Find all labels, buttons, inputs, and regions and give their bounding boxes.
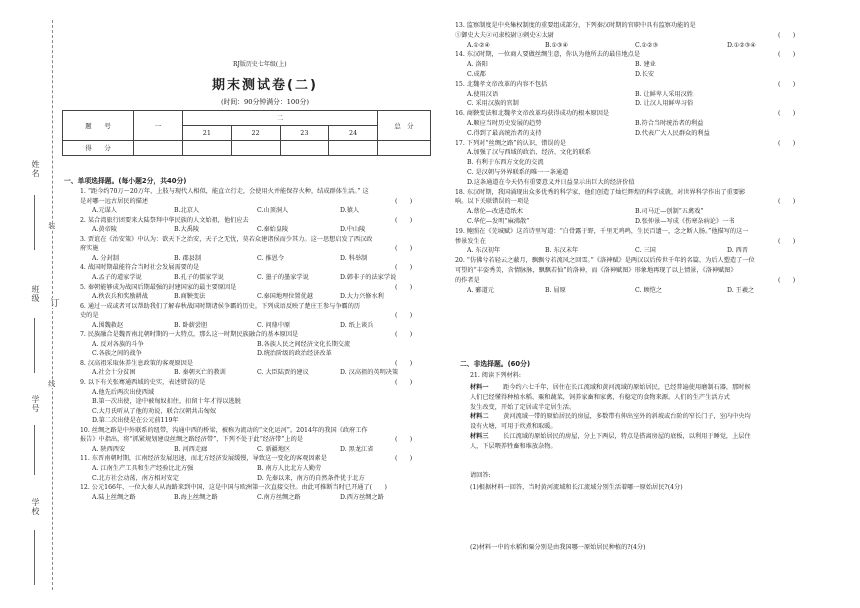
answer-option[interactable]: A. 郦道元 (467, 286, 494, 294)
answer-option[interactable]: B.孔子的儒家学说 (174, 273, 224, 281)
answer-option[interactable]: D.长安 (635, 71, 655, 78)
class-label: 班级 (31, 285, 40, 303)
question-stem: 11. 东晋南朝时期，江南经济发展迅速，而北方经济发展缓慢，导致这一变化的客观因素是 (80, 455, 327, 463)
score-table-sub: 22 (231, 126, 280, 141)
answer-option[interactable]: B. 郡县制 (174, 254, 202, 262)
answer-option[interactable]: C.①②③ (635, 41, 659, 49)
section1-heading: 一、单项选择题。(每小题2分，共40分) (64, 177, 187, 185)
question-stem: 惨景发生在 (455, 237, 486, 245)
score-cell[interactable] (280, 141, 329, 156)
answer-option[interactable]: A. 陕西西安 (92, 445, 126, 453)
material-text: 距今约六七千年，居住在长江流域和黄河流域的原始居民，已经普遍使用磨制石器，那时候 (497, 384, 751, 391)
material-text: 黄河流域一带的原始居民的房屋，多数带有伸出室外的斜坡或台阶的窄长门子，室内中央均 (497, 413, 751, 421)
ding-mark: 订 (48, 298, 59, 308)
score-cell[interactable] (231, 141, 280, 156)
score-cell[interactable] (183, 141, 232, 156)
material-text: 设有火塘，可用于炊煮和取暖。 (470, 423, 557, 431)
answer-bracket[interactable]: ( ) (395, 359, 413, 367)
answer-option[interactable]: D.韩非子的法家学说 (340, 273, 397, 281)
answer-option[interactable]: B. 让鲜卑人采用汉姓 (635, 90, 693, 98)
question-stem: 3. 贾谊在《治安策》中认为：欲天下之治安，天子之无忧，莫若众建诸侯而少其力。这一思想启发了西汉政 (80, 235, 373, 243)
answer-option[interactable]: D.大力兴修水利 (340, 293, 384, 301)
answer-option[interactable]: D. 科举制 (340, 254, 368, 262)
answer-option[interactable]: A.使用汉语 (467, 90, 499, 98)
class-underline (34, 318, 35, 373)
section2-heading: 二、非选择题。(60分) (460, 360, 531, 368)
question-stem: 是对哪一远古居民的描述 (80, 197, 149, 205)
question-stem: 史的是 (80, 312, 99, 320)
answer-option[interactable]: A.加强了汉与西域的政治、经济、文化的联系 (467, 149, 591, 157)
answer-option[interactable]: C. 问鼎中原 (257, 321, 291, 329)
answer-option[interactable]: C. 三国 (635, 247, 656, 255)
school-underline (34, 530, 35, 585)
answer-bracket[interactable]: ( ) (395, 216, 413, 224)
answer-option[interactable]: C.得到了最高统治者的支持 (467, 129, 542, 137)
score-table-sub: 24 (329, 126, 378, 141)
answer-option[interactable]: D. 王羲之 (727, 286, 755, 294)
question-stem: 9. 以下有关张骞通西域的史实，表述错误的是 (80, 379, 206, 386)
answer-option[interactable]: A.围魏救赵 (92, 321, 124, 329)
answer-bracket[interactable]: ( ) (395, 245, 413, 253)
answer-option[interactable]: C.北方社会动荡，南方相对安定 (92, 474, 179, 482)
question-stem: 7. 民族融合是魏晋南北朝时期的一大特点，那么这一时期民族融合的基本原因是 (80, 331, 299, 339)
answer-bracket[interactable]: ( ) (778, 51, 796, 59)
answer-option[interactable]: D.①②③④ (727, 41, 756, 49)
question-stem: 15. 北魏孝文帝改革的内容不包括 (455, 80, 548, 88)
q21-sub2: (2)材料一中的水稻和粟分别是由我国哪一原始居民种植的?(4分) (470, 544, 646, 551)
answer-bracket[interactable]: ( ) (395, 197, 413, 205)
student-no-underline (34, 425, 35, 475)
q21-sub1: (1)根据材料一回答，当时黄河流域和长江流域分别生活着哪一原始居民?(4分) (470, 484, 683, 491)
answer-option[interactable]: C. 推恩令 (257, 254, 285, 262)
answer-bracket[interactable]: ( ) (778, 237, 796, 245)
grade-label: RJ版历史七年级(上) (233, 61, 287, 68)
answer-option[interactable]: C.秦始皇陵 (257, 226, 289, 234)
answer-option[interactable]: C. 墨子的墨家学说 (257, 273, 309, 281)
answer-option[interactable]: B.符合当时统治者的利益 (635, 120, 704, 127)
answer-option[interactable]: C. 大臣陆贾的建议 (257, 369, 309, 377)
answer-option[interactable]: A.①②④ (467, 41, 491, 49)
material-text: 人们已经懂得种植水稻、粟和蔬菜，饲养家畜和家禽，有稳定的食物来源。人们的生产生活方式 (470, 393, 730, 401)
answer-option[interactable]: A.孟子的道家学说 (92, 273, 142, 281)
answer-option[interactable]: A. 反对各族的斗争 (92, 340, 144, 348)
xian-mark: 线 (47, 380, 56, 388)
answer-option[interactable]: C.各族之间的战争 (92, 350, 142, 358)
question-stem: 18. 东汉时期，我国涌现出众多优秀的科学家，他们创造了灿烂辉煌的科学成就，对世界科学作出了重要影 (455, 188, 746, 196)
score-table-group1: 一 (134, 111, 183, 141)
question-stem: 13. 监察制度是中央集权制度的重要组成部分，下列秦汉时期的官职中具有监察功能的是 (455, 22, 696, 29)
question-stem: 2. 某合湾旅行团要来大陆祭拜中华民族的人文始祖，他们应去 (80, 216, 249, 224)
score-table-group2: 二 (183, 111, 378, 126)
material-label: 材料一 (470, 384, 489, 391)
student-no-label: 学号 (31, 395, 40, 413)
answer-option[interactable]: A.秩农兵和奖励耕战 (92, 293, 148, 301)
answer-option[interactable]: A. 洛阳 (467, 61, 488, 69)
score-cell[interactable] (134, 141, 183, 156)
school-label: 学校 (31, 498, 40, 516)
score-table-header-qno: 题 号 (63, 111, 134, 141)
answer-option[interactable]: B. 屈原 (545, 286, 566, 294)
question-stem: ①御史大夫②司隶校尉③刺史④太尉 (455, 31, 554, 39)
answer-option[interactable]: D.西方丝绸之路 (340, 493, 384, 501)
score-cell[interactable] (329, 141, 378, 156)
answer-option[interactable]: B. 秦朝灭亡的教训 (174, 369, 226, 377)
answer-option[interactable]: C.华佗—发明“麻沸散” (467, 218, 530, 225)
answer-option[interactable]: D.统治阶级的政治经济改革 (257, 350, 332, 358)
answer-option[interactable]: D. 让汉人用鲜卑习俗 (635, 100, 694, 108)
question-stem: 16. 商鞅变法和北魏孝文帝改革均获得成功的根本原因是 (455, 110, 610, 118)
score-table-sub: 23 (280, 126, 329, 141)
answer-option[interactable]: D.代表广大人民群众的利益 (635, 129, 710, 137)
answer-bracket[interactable]: ( ) (778, 110, 796, 118)
answer-option[interactable]: B.海上丝绸之路 (174, 493, 218, 501)
question-stem: 的作者是 (455, 276, 480, 284)
ask-label: 请回答: (470, 472, 491, 479)
answer-option[interactable]: D.这条通道在今天仍有重要意义并日益显示出巨大的经济价值 (467, 178, 635, 186)
answer-bracket[interactable]: ( ) (395, 331, 413, 339)
answer-option[interactable]: B.各族人民之间经济文化长期交流 (257, 340, 351, 348)
score-table-row-score: 得 分 (63, 141, 134, 156)
question-stem: 府实施 (80, 245, 99, 253)
answer-option[interactable]: A.陆上丝绸之路 (92, 493, 136, 501)
answer-option[interactable]: B.司马迁—创制“五禽戏” (635, 208, 704, 216)
time-info: (时间：90分钟满分：100分) (220, 98, 310, 106)
score-table (62, 110, 431, 156)
answer-option[interactable]: D. 纸上谈兵 (340, 321, 374, 329)
answer-option[interactable]: C.成都 (467, 71, 486, 78)
answer-option[interactable]: A. 分封制 (92, 254, 119, 262)
material-label: 材料三 (470, 433, 489, 440)
answer-option[interactable]: B. 建业 (635, 61, 656, 69)
answer-bracket[interactable]: ( ) (778, 276, 796, 284)
answer-option[interactable]: A.顺应当时历史发展的趋势 (467, 120, 542, 127)
answer-option[interactable]: B.第一次出使，途中被匈奴扣住，扣留十年才得以逃脱 (92, 398, 241, 406)
answer-bracket[interactable]: ( ) (395, 379, 413, 386)
answer-bracket[interactable]: ( ) (395, 283, 413, 291)
binding-margin (0, 0, 60, 608)
answer-bracket[interactable]: ( ) (395, 455, 413, 463)
page-title: 期末测试卷(二) (212, 78, 318, 93)
answer-option[interactable]: D. 西晋 (727, 247, 749, 255)
answer-option[interactable]: C. 是汉朝与外界联系的唯一一条通道 (467, 169, 569, 176)
question-stem: 4. 战国时期最能符合当时社会发展需要的是 (80, 264, 200, 272)
answer-option[interactable]: A.他先后两次出使西域 (92, 388, 155, 396)
answer-option[interactable]: A.元谋人 (92, 207, 117, 215)
question-stem: 1. “距今约70万～20万年，上肢与现代人相似，能直立行走，会使用火并能保存火种，结成群体生活。” 这 (80, 188, 369, 195)
material-label: 材料二 (470, 413, 489, 421)
answer-option[interactable]: A.社会十分贫困 (92, 369, 136, 377)
answer-bracket[interactable]: ( ) (395, 312, 413, 320)
answer-option[interactable]: B.商鞅变法 (174, 293, 206, 301)
answer-option[interactable]: D.张仲景—写成《伤寒杂病论》一书 (635, 218, 735, 225)
score-table-sub: 21 (183, 126, 232, 141)
question-stem: 6. 通过一成或者可以帮助我们了解春秋战国时期诸侯争霸的历史。下列成语反映了楚庄王参与争霸的历 (80, 302, 361, 310)
answer-option[interactable]: A.蔡伦—改进造纸术 (467, 208, 523, 216)
answer-option[interactable]: B. 东汉末年 (545, 247, 579, 255)
q21-stem: 21. 阅读下列材料: (470, 372, 522, 379)
answer-option[interactable]: B.①③④ (545, 41, 569, 49)
answer-option[interactable]: B.大禹陵 (174, 226, 200, 234)
answer-option[interactable]: B.北京人 (174, 207, 200, 215)
answer-option[interactable]: C. 新疆地区 (257, 445, 291, 453)
score-cell[interactable] (378, 141, 431, 156)
question-stem: 19. 鲍照在《芜城赋》这首诗里写道：“白骨露于野，千里无鸡鸣，生民百遗一，念之断人肠。”他描写的这一 (455, 227, 749, 235)
answer-option[interactable]: C. 顾恺之 (635, 286, 663, 294)
answer-option[interactable]: C.大月氏听从了他的劝说，联合汉朝共击匈奴 (92, 407, 217, 415)
question-stem: 可望的“丰姿秀美，含情脉脉，飘飘若仙”的洛神，而《洛神赋图》形象地再现了以上情景，《洛神赋图》 (455, 267, 737, 274)
question-stem: 报告》中指出，将“抓紧规划建设丝绸之路经济带”，下列不处于此“经济带”上的是 (80, 436, 304, 444)
answer-option[interactable]: A. 江南生产工具和生产经验比北方强 (92, 464, 194, 472)
answer-option[interactable]: D.中山陵 (340, 226, 366, 234)
question-stem: 17. 下列对“丝绸之路”的认识，错误的是 (455, 139, 566, 147)
answer-option[interactable]: D. 汉高祖的英明决策 (340, 369, 399, 377)
question-stem: 响。以下关联错误的一项是 (455, 198, 530, 206)
answer-option[interactable]: D.第二次出使是在公元前119年 (92, 417, 179, 425)
answer-bracket[interactable]: ( ) (395, 436, 413, 444)
answer-option[interactable]: D. 黑龙江省 (340, 445, 374, 453)
answer-option[interactable]: C. 采用汉族的官制 (467, 100, 519, 108)
zhuang-mark: 装 (47, 222, 56, 230)
question-stem: 20. “仿佛兮若轻云之蔽月，飘飘兮若流风之回雪。”《洛神赋》是两汉以后传世千年的名篇，为后人塑造了一位 (455, 257, 755, 265)
answer-option[interactable]: C.秦国地理位置优越 (257, 293, 313, 301)
name-label: 姓名 (31, 160, 40, 178)
question-stem: 10. 丝绸之路是中外联系的纽带，沟通中西的桥梁，被称为流动的“文化运河”。2014年的我国《政府工作 (80, 426, 368, 434)
answer-bracket[interactable]: ( ) (778, 139, 796, 147)
answer-option[interactable]: C.南方丝绸之路 (257, 493, 301, 501)
answer-option[interactable]: B. 卧薪尝胆 (174, 321, 208, 329)
name-underline (34, 195, 35, 250)
answer-option[interactable]: A. 东汉初年 (467, 247, 501, 255)
answer-option[interactable]: B. 有利于东西方文化的交流 (467, 159, 544, 167)
answer-option[interactable]: A.黄帝陵 (92, 226, 117, 234)
material-text: 发生改变，开始了定居或半定居生活。 (470, 403, 576, 411)
answer-option[interactable]: B. 河西走廊 (174, 445, 208, 453)
answer-option[interactable]: D.猿人 (340, 207, 360, 215)
answer-option[interactable]: B. 南方人比北方人勤劳 (257, 464, 322, 472)
question-stem: 5. 秦朝能够成为战国后期最强的封建国家的最主要原因是 (80, 283, 237, 291)
answer-bracket[interactable]: ( ) (395, 264, 413, 272)
question-stem: 14. 东汉时期，一位商人要做丝绸生意，你认为他所去的最佳地点是 (455, 51, 641, 59)
question-stem: 8. 汉高祖采取休养生息政策的客观原因是 (80, 359, 194, 367)
material-text: 长江流域的原始居民的房屋，分上下两层，特点是搭离房屋的底板，以利用于睡觉，上层住 (497, 433, 751, 440)
answer-bracket[interactable]: ( ) (778, 31, 796, 39)
question-stem: 12. 公元166年，一位大秦人从海路来到中国，这是中国与欧洲第一次直接交往。由此可推断当时已开通了( ) (80, 484, 387, 492)
material-text: 人，下层喂养牲畜和堆放杂物。 (470, 442, 557, 450)
answer-bracket[interactable]: ( ) (778, 198, 796, 206)
score-table-total: 总 分 (378, 111, 431, 141)
answer-bracket[interactable]: ( ) (778, 80, 796, 88)
answer-option[interactable]: D. 先秦以来，南方的自然条件优于北方 (257, 474, 365, 482)
answer-option[interactable]: C.山顶洞人 (257, 207, 289, 215)
